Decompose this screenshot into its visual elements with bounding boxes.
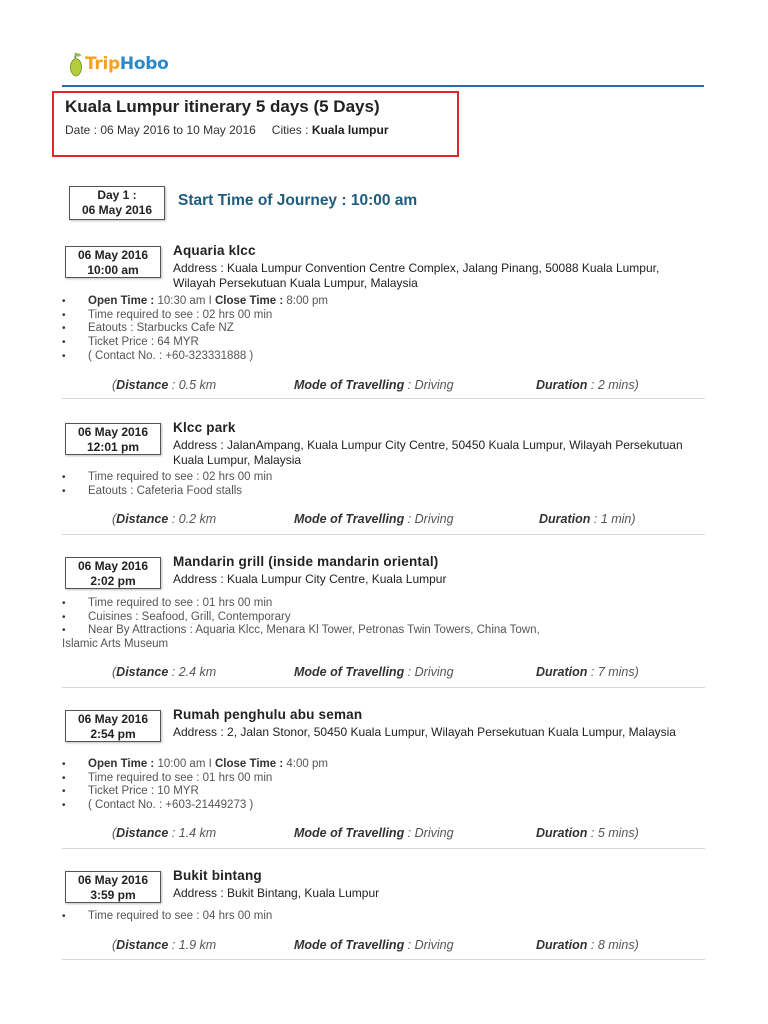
- place-address: Address : Kuala Lumpur City Centre, Kuala Lumpur: [173, 572, 447, 586]
- time-required: • Time required to see : 01 hrs 00 min: [62, 597, 662, 611]
- place-details: [62, 471, 662, 498]
- page-title: Kuala Lumpur itinerary 5 days (5 Days): [65, 97, 380, 116]
- entry-divider: [62, 398, 705, 399]
- entry-datetime: 06 May 2016 3:59 pm: [65, 871, 161, 903]
- entry-divider: [62, 848, 705, 849]
- place-name[interactable]: Bukit bintang: [173, 868, 262, 883]
- journey-start-time: Start Time of Journey : 10:00 am: [178, 192, 418, 209]
- place-address: Address : Bukit Bintang, Kuala Lumpur: [173, 886, 380, 900]
- place-details: [62, 295, 662, 364]
- time-required: • Time required to see : 02 hrs 00 min: [62, 309, 662, 323]
- contact-number: • ( Contact No. : +60-323331888 ): [62, 350, 662, 364]
- itinerary-summary: [52, 91, 459, 157]
- triphobo-logo[interactable]: [68, 44, 168, 84]
- opening-hours: • Open Time : 10:00 am I Close Time : 4:00 pm: [62, 758, 662, 772]
- entry-divider: [62, 959, 705, 960]
- time-required: • Time required to see : 02 hrs 00 min: [62, 471, 662, 485]
- place-details: [62, 758, 662, 813]
- place-address: Address : 2, Jalan Stonor, 50450 Kuala Lumpur, Wilayah Persekutuan Kuala Lumpur, Malaysia: [173, 725, 676, 739]
- place-name[interactable]: Mandarin grill (inside mandarin oriental): [173, 554, 439, 569]
- entry-datetime: 06 May 2016 2:54 pm: [65, 710, 161, 742]
- entry-datetime: 06 May 2016 2:02 pm: [65, 557, 161, 589]
- trip-cities: Kuala lumpur: [311, 123, 389, 137]
- time-required: • Time required to see : 01 hrs 00 min: [62, 772, 662, 786]
- place-address: Address : JalanAmpang, Kuala Lumpur City Centre, 50450 Kuala Lumpur, Wilayah Persekutuan Kuala Lumpur, Malaysia: [173, 438, 683, 467]
- contact-number: • ( Contact No. : +603-21449273 ): [62, 799, 662, 813]
- header-divider: [62, 85, 704, 87]
- place-name[interactable]: Klcc park: [173, 420, 236, 435]
- entry-divider: [62, 534, 705, 535]
- cuisines: • Cuisines : Seafood, Grill, Contemporary: [62, 611, 662, 625]
- place-details: [62, 910, 662, 924]
- place-name[interactable]: Aquaria klcc: [173, 243, 256, 258]
- entry-datetime: 06 May 2016 12:01 pm: [65, 423, 161, 455]
- entry-divider: [62, 687, 705, 688]
- nearby-attractions: • Near By Attractions : Aquaria Klcc, Menara Kl Tower, Petronas Twin Towers, China Town, Islamic Arts Museum: [62, 624, 662, 651]
- day-badge: Day 1 : 06 May 2016: [69, 186, 165, 220]
- time-required: • Time required to see : 04 hrs 00 min: [62, 910, 662, 924]
- logo-text: TripHobo: [85, 54, 169, 74]
- eatouts: • Eatouts : Starbucks Cafe NZ: [62, 322, 662, 336]
- trip-meta: Date : 06 May 2016 to 10 May 2016 Cities : Kuala lumpur: [65, 123, 389, 137]
- trip-dates: 06 May 2016 to 10 May 2016: [100, 123, 256, 137]
- eatouts: • Eatouts : Cafeteria Food stalls: [62, 485, 662, 499]
- pear-bag-icon: [68, 51, 84, 77]
- entry-datetime: 06 May 2016 10:00 am: [65, 246, 161, 278]
- place-address: Address : Kuala Lumpur Convention Centre Complex, Jalang Pinang, 50088 Kuala Lumpur, Wilayah Persekutuan Kuala Lumpur, Malaysia: [173, 261, 660, 290]
- place-name[interactable]: Rumah penghulu abu seman: [173, 707, 363, 722]
- place-details: [62, 597, 662, 652]
- opening-hours: • Open Time : 10:30 am I Close Time : 8:00 pm: [62, 295, 662, 309]
- ticket-price: • Ticket Price : 64 MYR: [62, 336, 662, 350]
- ticket-price: • Ticket Price : 10 MYR: [62, 785, 662, 799]
